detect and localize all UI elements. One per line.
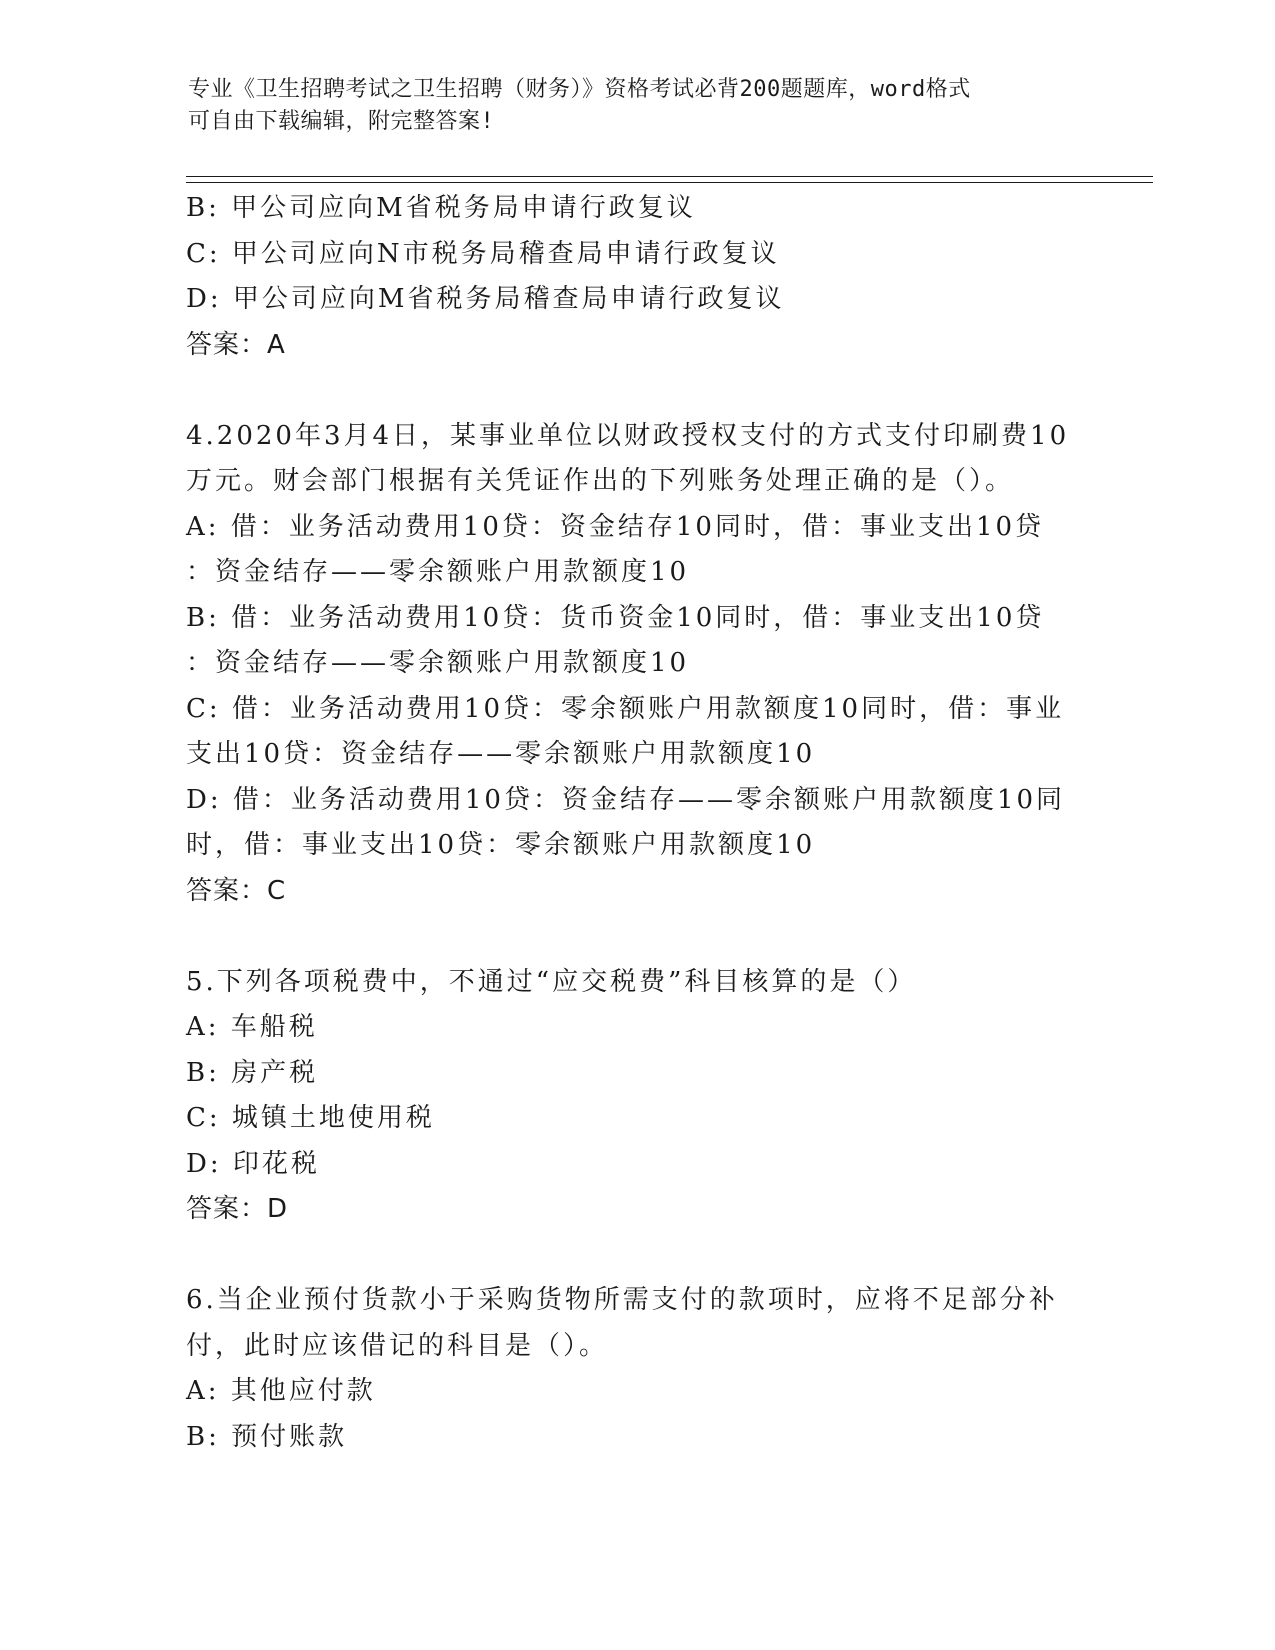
spacer xyxy=(186,368,1086,414)
question-3-option-d: D: 甲公司应向M省税务局稽查局申请行政复议 xyxy=(186,284,785,314)
header-title-line-1: 专业《卫生招聘考试之卫生招聘（财务）》资格考试必背200题题库，word格式 xyxy=(188,77,971,102)
question-list xyxy=(186,186,1086,1460)
question-3-answer: 答案：A xyxy=(186,329,286,360)
question-4-answer: 答案：C xyxy=(186,875,287,906)
question-5 xyxy=(186,960,1086,1233)
header-title-line-2: 可自由下载编辑，附完整答案! xyxy=(188,109,495,134)
question-3-option-b: B: 甲公司应向M省税务局申请行政复议 xyxy=(186,193,696,223)
header-divider-top xyxy=(186,176,1153,177)
question-5-option-c: C: 城镇土地使用税 xyxy=(186,1103,435,1133)
question-5-option-a: A: 车船税 xyxy=(186,1012,318,1042)
question-6-stem-line-2: 付，此时应该借记的科目是（）。 xyxy=(186,1330,609,1361)
question-4-option-a-line-2: ：资金结存——零余额账户用款额度10 xyxy=(186,557,690,587)
spacer xyxy=(186,914,1086,960)
question-4-option-a-line-1: A: 借：业务活动费用10贷：资金结存10同时，借：事业支出10贷 xyxy=(186,511,1045,542)
question-6-option-a: A: 其他应付款 xyxy=(186,1376,376,1406)
question-4-option-d-line-1: D: 借：业务活动费用10贷：资金结存——零余额账户用款额度10同 xyxy=(186,784,1066,815)
question-6-stem-line-1: 6.当企业预付货款小于采购货物所需支付的款项时，应将不足部分补 xyxy=(186,1285,1058,1315)
question-5-stem: 5.下列各项税费中，不通过“应交税费”科目核算的是（） xyxy=(186,966,917,997)
question-6 xyxy=(186,1278,1086,1460)
question-5-answer: 答案：D xyxy=(186,1194,289,1224)
question-4-stem-line-2: 万元。财会部门根据有关凭证作出的下列账务处理正确的是（）。 xyxy=(186,466,1015,496)
question-3 xyxy=(186,186,1086,368)
question-5-option-d: D: 印花税 xyxy=(186,1148,320,1179)
document-header xyxy=(188,74,1068,138)
question-4-stem-line-1: 4.2020年3月4日，某事业单位以财政授权支付的方式支付印刷费10 xyxy=(186,420,1070,451)
question-5-option-b: B: 房产税 xyxy=(186,1057,319,1088)
question-4-option-c-line-2: 支出10贷：资金结存——零余额账户用款额度10 xyxy=(186,739,816,769)
question-4 xyxy=(186,414,1086,915)
question-4-option-b-line-1: B: 借：业务活动费用10贷：货币资金10同时，借：事业支出10贷 xyxy=(186,602,1045,633)
question-4-option-b-line-2: ：资金结存——零余额账户用款额度10 xyxy=(186,648,690,678)
header-divider-bottom xyxy=(186,182,1153,183)
question-6-option-b: B: 预付账款 xyxy=(186,1421,348,1452)
question-4-option-d-line-2: 时，借：事业支出10贷：零余额账户用款额度10 xyxy=(186,830,816,860)
spacer xyxy=(186,1233,1086,1279)
question-3-option-c: C: 甲公司应向N市税务局稽查局申请行政复议 xyxy=(186,238,780,269)
question-4-option-c-line-1: C: 借：业务活动费用10贷：零余额账户用款额度10同时，借：事业 xyxy=(186,693,1065,724)
